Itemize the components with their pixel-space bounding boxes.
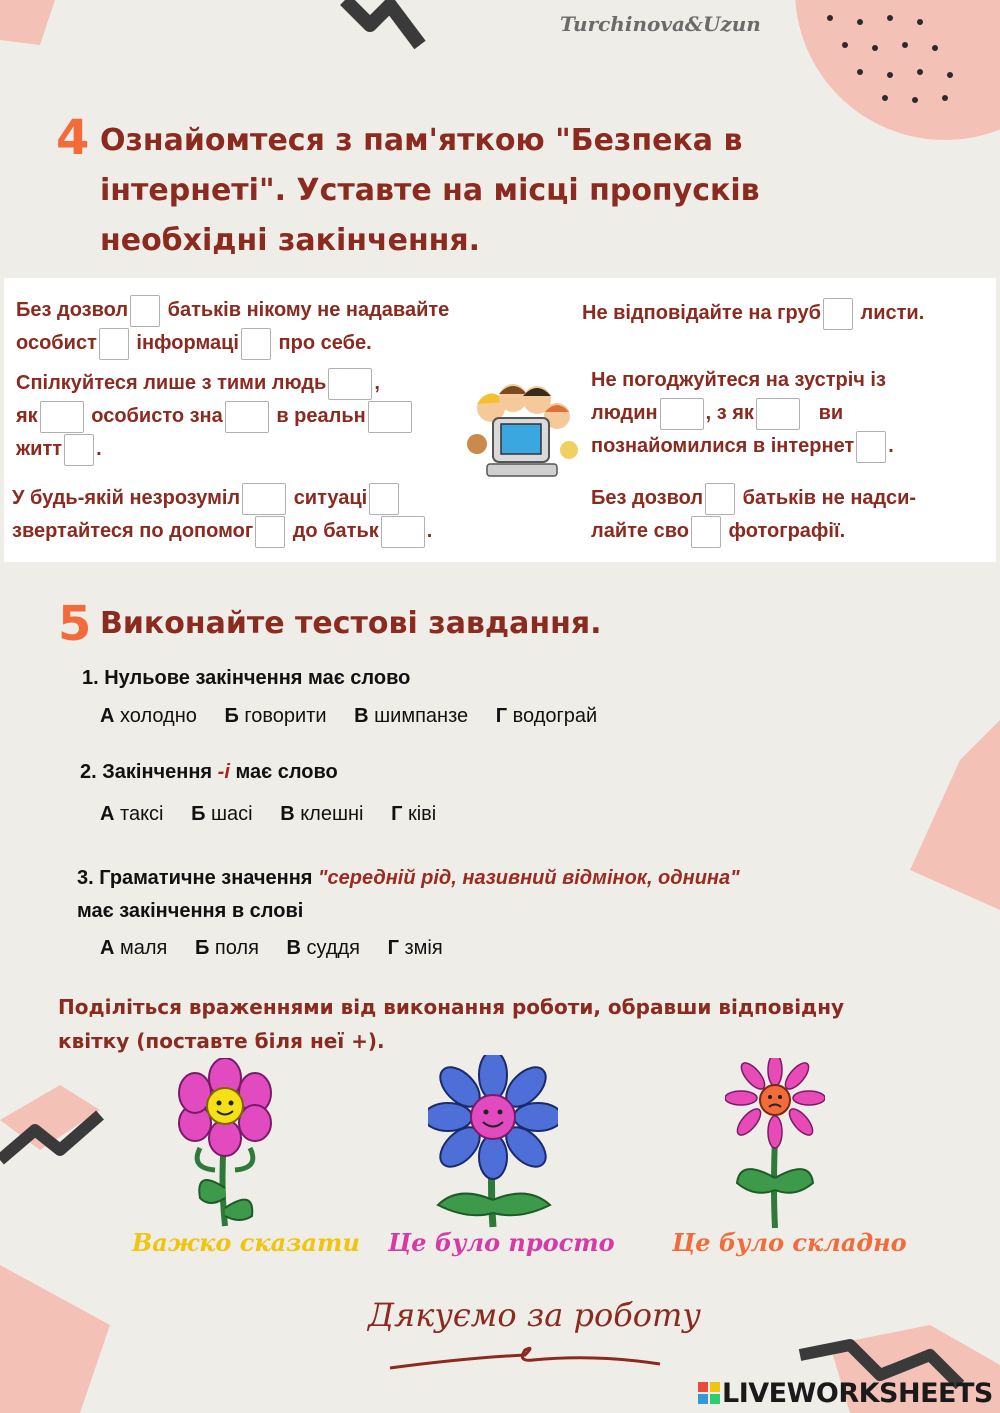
task4-heading [100, 116, 760, 266]
option-word: водограй [512, 705, 598, 727]
option-letter: Г [391, 803, 403, 825]
option-word: таксі [120, 803, 164, 825]
task4-number: 4 [56, 110, 90, 166]
memo-text: в реальн [276, 405, 366, 427]
blank-input[interactable] [328, 368, 372, 400]
option-letter: Г [387, 937, 399, 959]
option-letter: Г [495, 705, 508, 727]
memo-text: особисто зна [91, 405, 223, 427]
blank-input[interactable] [856, 431, 886, 463]
decor-bottom-left-rect [0, 1265, 110, 1413]
memo-item-3 [12, 482, 432, 548]
memo-text: лайте сво [591, 520, 689, 542]
blank-input[interactable] [64, 434, 94, 466]
task5-number: 5 [58, 596, 92, 652]
blank-input[interactable] [368, 401, 412, 433]
option-d[interactable] [388, 937, 443, 959]
option-word: холодно [120, 705, 197, 727]
decor-left-zigzag [0, 1080, 110, 1170]
memo-text: Не відповідайте на груб [582, 302, 821, 324]
question-1-options [100, 705, 619, 728]
question-text: має закінчення в слові [77, 900, 304, 922]
option-letter: В [280, 803, 295, 825]
option-b[interactable] [195, 937, 259, 959]
option-b[interactable] [224, 705, 326, 727]
option-letter: Б [224, 705, 239, 727]
question-2 [80, 761, 338, 784]
memo-text: батьків не надси- [742, 487, 917, 509]
question-highlight: -і [217, 761, 230, 783]
question-3 [77, 862, 740, 928]
decor-top-circle [770, 0, 1000, 150]
memo-text: , з як [705, 402, 754, 424]
option-c[interactable] [280, 803, 363, 825]
thanks-text: Дякуємо за роботу [368, 1296, 701, 1334]
memo-text: звертайтеся по допомог [12, 520, 254, 542]
thanks-underline-flourish [385, 1340, 665, 1375]
memo-item-6 [591, 482, 916, 548]
question-text: має слово [235, 761, 338, 783]
option-letter: А [100, 705, 115, 727]
blank-input[interactable] [99, 328, 129, 360]
decor-right-diamond [900, 720, 1000, 910]
memo-text: батьків нікому не надавайте [167, 299, 450, 321]
option-word: шасі [211, 803, 253, 825]
memo-text: житт [16, 438, 63, 460]
task4-heading-line3: необхідні закінчення. [100, 223, 481, 258]
blank-input[interactable] [705, 483, 735, 515]
blank-input[interactable] [225, 401, 269, 433]
liveworksheets-logo-icon [698, 1382, 720, 1404]
option-letter: А [100, 937, 115, 959]
kids-computer-illustration [465, 378, 580, 486]
liveworksheets-brand[interactable] [698, 1378, 993, 1409]
question-3-options [100, 937, 465, 960]
question-text: 3. Граматичне значення [77, 867, 313, 889]
blank-input[interactable] [369, 483, 399, 515]
option-word: ківі [407, 803, 437, 825]
memo-text: познайомилися в інтернет [591, 435, 855, 457]
memo-text: Без дозвол [16, 299, 129, 321]
blank-input[interactable] [756, 398, 800, 430]
flower-label-hard: Це було складно [672, 1228, 907, 1257]
memo-text: ситуаці [293, 487, 368, 509]
memo-text: . [426, 520, 433, 542]
memo-item-5 [591, 364, 894, 463]
task5-heading: Виконайте тестові завдання. [100, 606, 602, 641]
blank-input[interactable] [130, 295, 160, 327]
option-letter: А [100, 803, 115, 825]
option-a[interactable] [100, 705, 197, 727]
memo-item-2 [16, 367, 414, 466]
feedback-instruction [58, 990, 844, 1058]
memo-text: Не погоджуйтеся на зустріч із [591, 369, 886, 391]
blank-input[interactable] [823, 298, 853, 330]
option-letter: В [354, 705, 369, 727]
flower-hard-icon[interactable] [725, 1058, 825, 1233]
memo-text: особист [16, 332, 97, 354]
feedback-line: квітку (поставте біля неї +). [58, 1029, 385, 1053]
option-c[interactable] [286, 937, 360, 959]
memo-text: Спілкуйтеся лише з тими людь [16, 372, 327, 394]
memo-item-1 [16, 294, 449, 360]
option-c[interactable] [354, 705, 468, 727]
memo-text: про себе. [278, 332, 372, 354]
memo-text: фотографії. [728, 520, 846, 542]
option-a[interactable] [100, 937, 167, 959]
option-word: поля [214, 937, 259, 959]
memo-text: У будь-якій незрозуміл [12, 487, 241, 509]
question-2-options [100, 803, 458, 826]
option-a[interactable] [100, 803, 164, 825]
decor-top-left-rect [0, 0, 60, 45]
blank-input[interactable] [241, 328, 271, 360]
option-word: маля [120, 937, 168, 959]
memo-text: , [374, 372, 380, 394]
option-d[interactable] [496, 705, 598, 727]
option-word: суддя [306, 937, 360, 959]
blank-input[interactable] [255, 516, 285, 548]
option-d[interactable] [391, 803, 436, 825]
option-word: говорити [244, 705, 327, 727]
question-1: 1. Нульове закінчення має слово [82, 667, 411, 689]
flower-hard-to-say-icon[interactable] [170, 1058, 280, 1233]
flower-easy-icon[interactable] [428, 1055, 558, 1235]
memo-text: інформаці [136, 332, 239, 354]
blank-input[interactable] [242, 483, 286, 515]
option-letter: Б [191, 803, 206, 825]
question-highlight: "середній рід, називний відмінок, однина" [318, 867, 740, 889]
task4-heading-line1: Ознайомтеся з пам'яткою "Безпека в [100, 123, 743, 158]
blank-input[interactable] [691, 516, 721, 548]
blank-input[interactable] [40, 401, 84, 433]
memo-text: як [16, 405, 38, 427]
blank-input[interactable] [381, 516, 425, 548]
memo-text: . [96, 438, 102, 460]
brand-text: LIVEWORKSHEETS [722, 1378, 993, 1409]
memo-item-4 [582, 297, 924, 330]
blank-input[interactable] [660, 398, 704, 430]
memo-text: . [888, 435, 894, 457]
question-text: 2. Закінчення [80, 761, 213, 783]
option-word: шимпанзе [374, 705, 469, 727]
option-letter: Б [194, 937, 210, 959]
memo-text: ви [818, 402, 844, 424]
option-b[interactable] [191, 803, 253, 825]
memo-text: листи. [860, 302, 925, 324]
author-signature: Turchinova&Uzun [560, 12, 761, 36]
memo-text: до батьк [292, 520, 379, 542]
feedback-line: Поділіться враженнями від виконання роботи, обравши відповідну [58, 995, 845, 1019]
option-word: змія [404, 937, 443, 959]
task4-heading-line2: інтернеті". Уставте на місці пропусків [100, 173, 760, 208]
flower-label-hard-to-say: Важко сказати [132, 1228, 360, 1257]
option-word: клешні [300, 803, 364, 825]
memo-text: Без дозвол [591, 487, 704, 509]
memo-text: людин [591, 402, 658, 424]
decor-top-zigzag [340, 0, 430, 55]
flower-label-easy: Це було просто [388, 1228, 615, 1257]
option-letter: В [286, 937, 301, 959]
